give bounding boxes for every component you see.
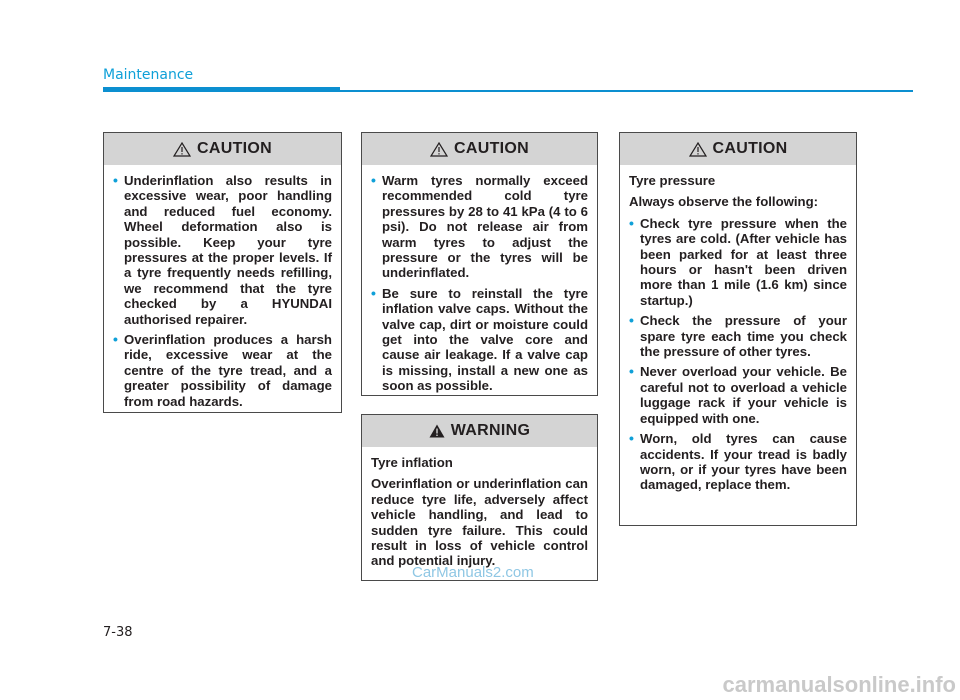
list-item: • Check tyre pressure when the tyres are cold. (After vehicle has been parked for at least three hours or hasn't been driven more than 1 mile (1.6 km) since startup.) [629,214,847,308]
list-item: • Check the pressure of your spare tyre each time you check the pressure of other tyres. [629,312,847,360]
watermark-footer: carmanualsonline.info [722,672,956,697]
bullet-icon: • [629,312,634,329]
caution-triangle-icon [173,142,191,157]
caution-heading: CAUTION [712,140,788,157]
warning-body [362,447,597,583]
caution-body [104,165,341,422]
watermark-carmanuals2: CarManuals2.com [412,564,534,581]
bullet-icon: • [629,363,634,380]
caution-intro: Always observe the following: [629,194,819,210]
bullet-icon: • [371,284,376,301]
caution-header [620,133,856,165]
section-title: Maintenance [103,67,194,83]
caution-body [362,165,597,407]
caution-header [362,133,597,165]
caution-body [620,165,856,506]
list-item: • Never overload your vehicle. Be careful not to overload a vehicle luggage rack if your vehicle is equipped with one. [629,363,847,426]
header-rule-thin [340,90,913,92]
caution-box-underinflation [103,132,342,413]
caution-heading: CAUTION [197,140,272,157]
warning-triangle-icon [429,424,445,438]
caution-triangle-icon [689,142,707,157]
bullet-icon: • [113,172,118,188]
header-rule-thick [103,87,340,92]
caution-title: Tyre pressure [629,173,716,188]
caution-triangle-icon [430,142,448,157]
list-item: • Underinflation also results in excessive wear, poor handling and reduced fuel economy. Wheel deformation also is possible. Keep your tyre pressures at the proper levels. If a tyre frequently needs refilling, we recommend that the tyre checked by a HYUNDAI authorised repairer. [113,172,332,327]
caution-heading: CAUTION [454,140,529,157]
list-item: • Be sure to reinstall the tyre inflation valve caps. Without the valve cap, dirt or moisture could get into the valve core and cause air leakage. If a valve cap is missing, install a new one as soon as possible. [371,284,588,394]
list-item: • Warm tyres normally exceed recommended cold tyre pressures by 28 to 41 kPa (4 to 6 psi). Do not release air from warm tyres to adjust the pressure or the tyres will be underinflated. [371,172,588,281]
page-number: 7-38 [103,625,133,640]
bullet-icon: • [113,331,118,348]
caution-box-warm-tyres [361,132,598,396]
caution-box-tyre-pressure [619,132,857,526]
bullet-icon: • [629,214,634,231]
warning-box-tyre-inflation [361,414,598,581]
list-item: • Worn, old tyres can cause accidents. If your tread is badly worn, or if your tyres have been damaged, replace them. [629,430,847,493]
warning-header [362,415,597,447]
caution-header [104,133,341,165]
list-item: • Overinflation produces a harsh ride, excessive wear at the centre of the tyre tread, and a greater possibility of damage from road hazards. [113,331,332,409]
bullet-icon: • [371,172,376,188]
warning-heading: WARNING [450,422,531,439]
bullet-icon: • [629,430,634,447]
warning-text: Overinflation or underinflation can reduce tyre life, adversely affect vehicle handling, and lead to sudden tyre failure. This could result in loss of vehicle control and potential injury. [371,476,588,569]
warning-title: Tyre inflation [371,455,453,470]
